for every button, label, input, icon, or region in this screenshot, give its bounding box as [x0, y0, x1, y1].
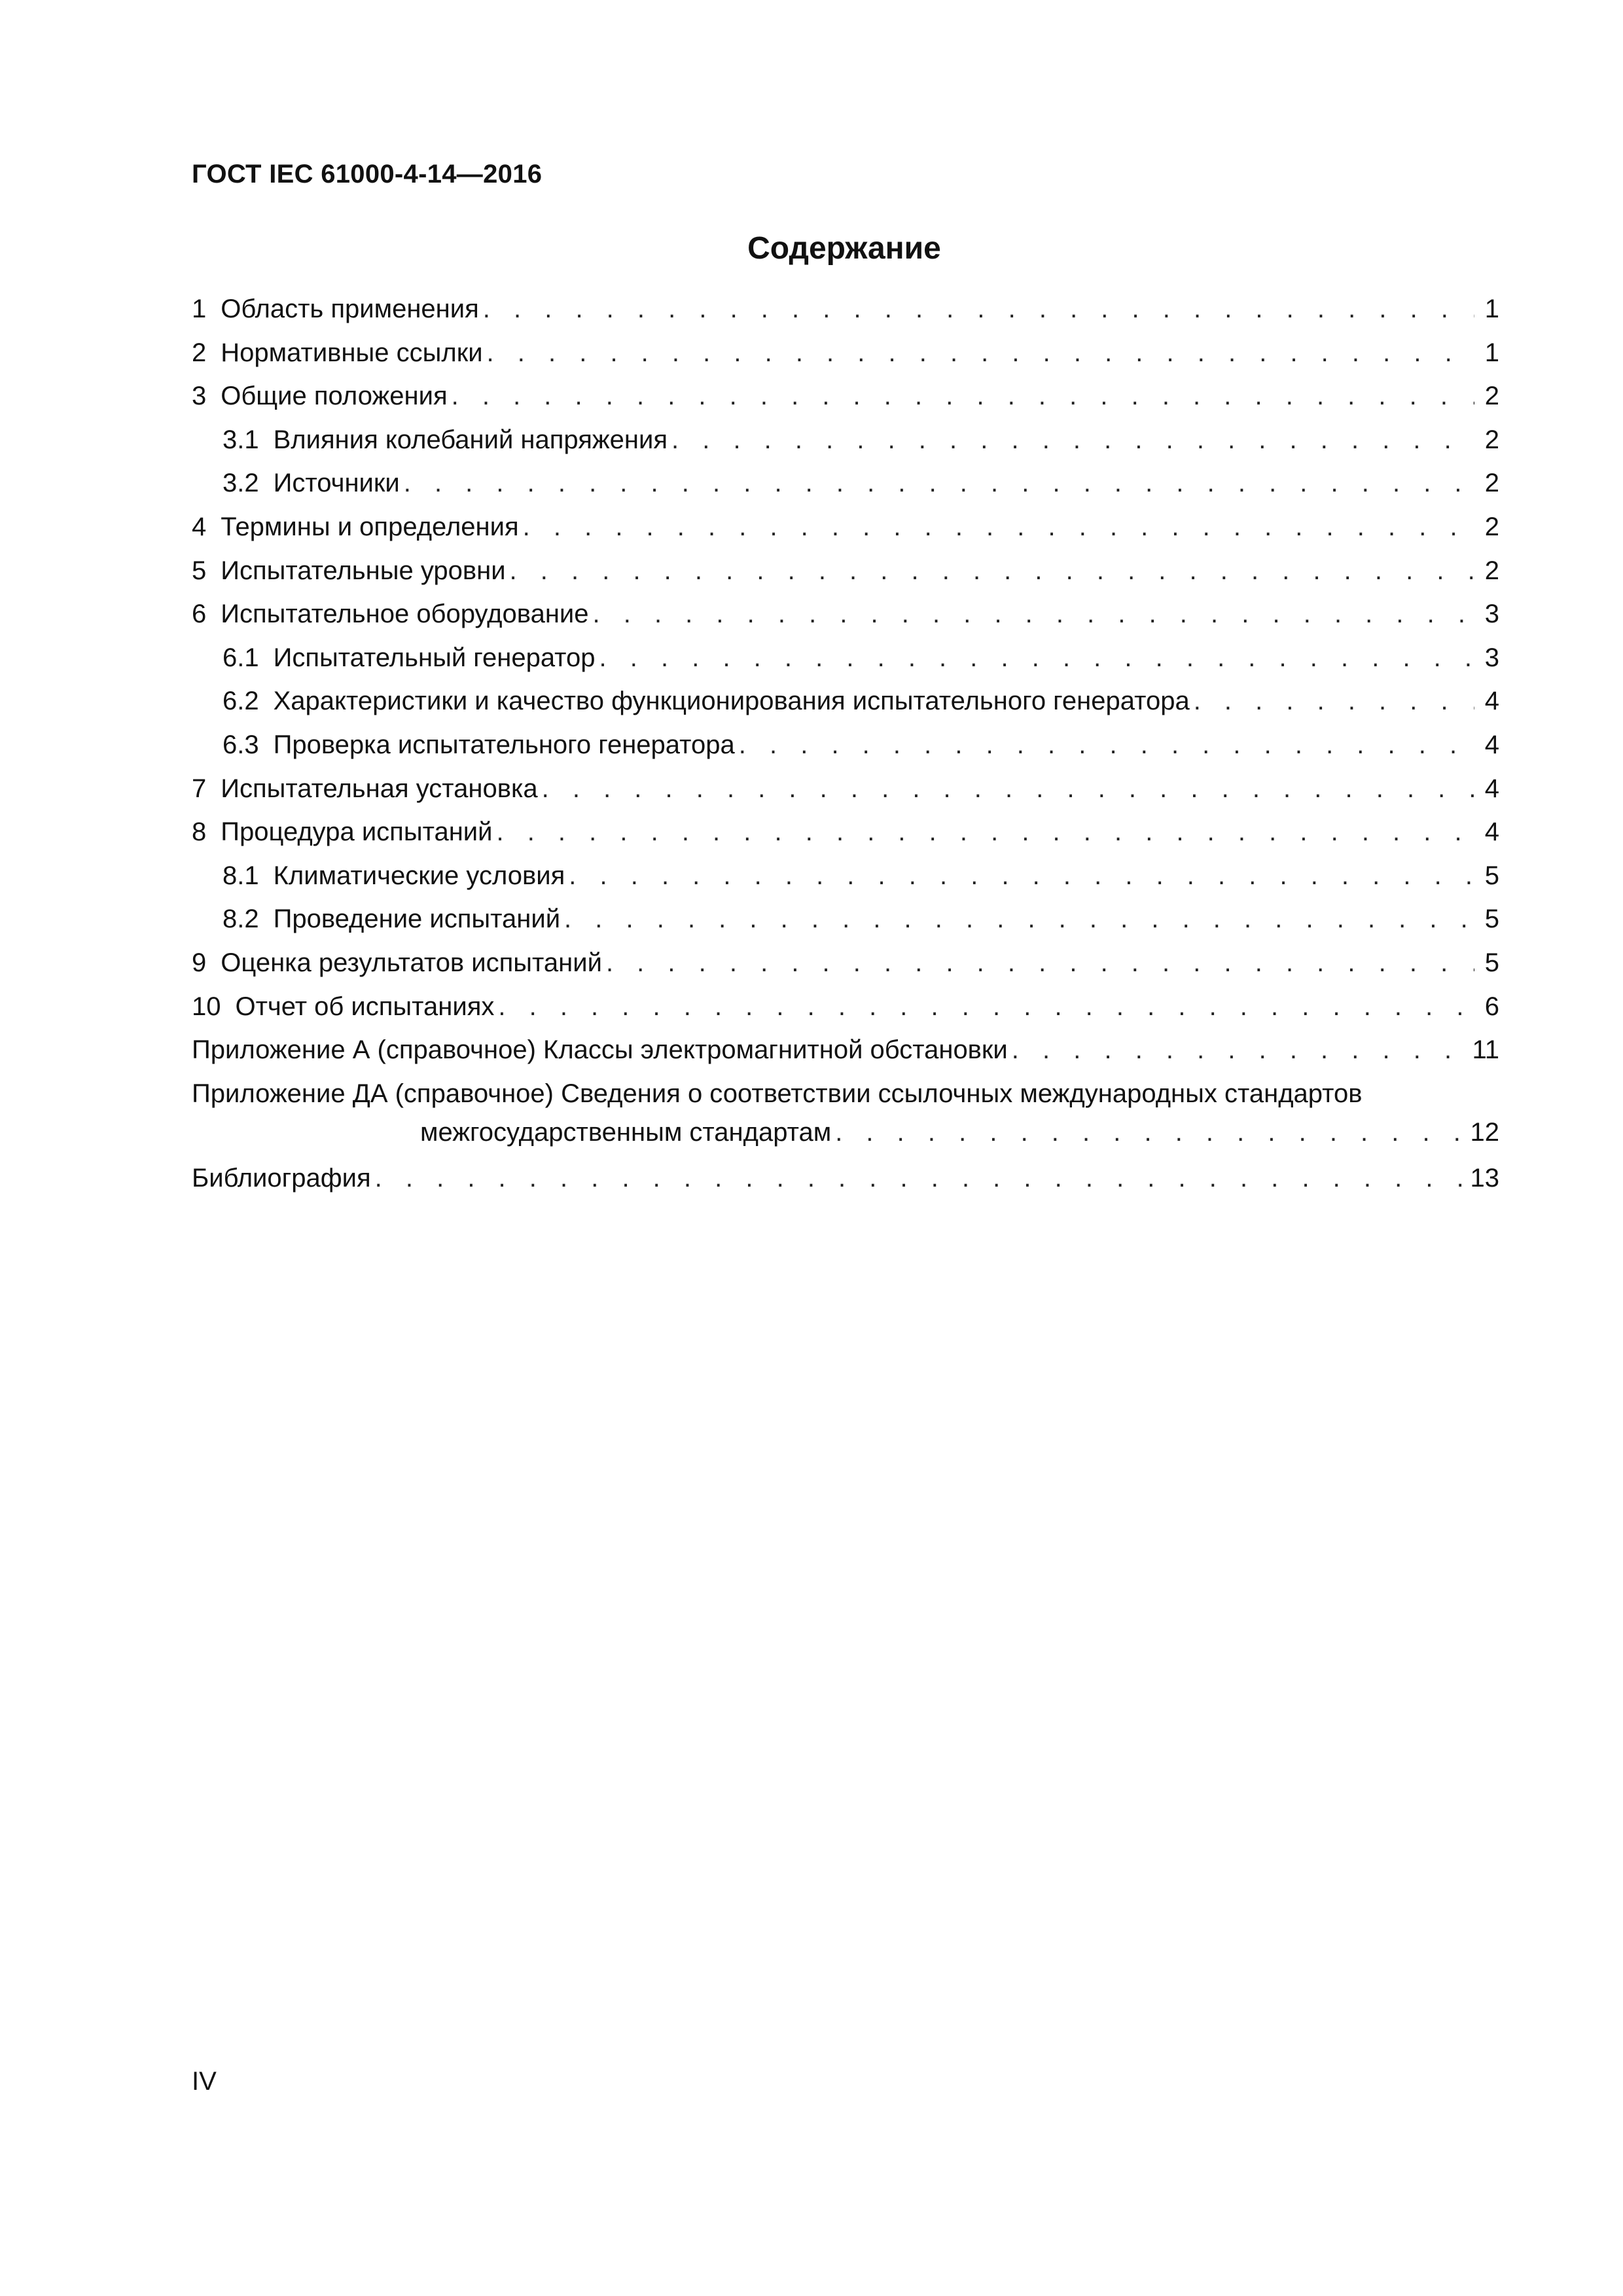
dot-leader [452, 382, 1474, 411]
toc-entry-label: Библиография [192, 1164, 371, 1193]
toc-entry-label: Общие положения [221, 382, 448, 411]
dot-leader [496, 817, 1474, 847]
dot-leader [569, 861, 1474, 891]
toc-entry-number: 2 [192, 338, 207, 367]
dot-leader [606, 948, 1474, 978]
dot-leader [498, 992, 1474, 1022]
toc-entry[interactable] [192, 382, 1499, 425]
toc-entry-page: 2 [1484, 512, 1499, 541]
toc-entry-number: 3.1 [223, 425, 259, 454]
toc-entry-page: 4 [1484, 687, 1499, 716]
toc-entry-page: 5 [1484, 948, 1499, 977]
toc-entry-page: 4 [1484, 817, 1499, 847]
dot-leader [510, 556, 1474, 586]
toc-entry-number: 7 [192, 774, 207, 803]
dot-leader [739, 730, 1474, 760]
toc-entry[interactable] [192, 600, 1499, 643]
toc-entry-label: Испытательная установка [221, 774, 538, 803]
toc-entry-page: 5 [1484, 905, 1499, 934]
toc-entry[interactable] [192, 295, 1499, 338]
toc-entry-label: Испытательный генератор [273, 643, 596, 672]
toc-entry-number: 3.2 [223, 469, 259, 498]
toc-entry-number: 6.2 [223, 687, 259, 716]
toc-entry-page: 4 [1484, 730, 1499, 759]
toc-entry-page: 3 [1484, 600, 1499, 629]
toc-entry[interactable] [192, 992, 1499, 1036]
toc-entry-number: 6.1 [223, 643, 259, 672]
dot-leader [1012, 1035, 1466, 1065]
toc-entry-number: 8.2 [223, 905, 259, 934]
toc-entry[interactable] [192, 817, 1499, 861]
toc-entry-page: 3 [1484, 643, 1499, 672]
toc-entry[interactable] [192, 861, 1499, 905]
dot-leader [375, 1164, 1464, 1193]
toc-entry-page: 4 [1484, 774, 1499, 803]
toc-entry[interactable] [192, 512, 1499, 556]
toc-entry-number: 1 [192, 295, 207, 323]
toc-entry-label: Процедура испытаний [221, 817, 493, 847]
toc-entry-label: Испытательное оборудование [221, 600, 589, 629]
toc-entry[interactable] [192, 469, 1499, 512]
toc-entry-annex[interactable] [192, 1079, 1499, 1162]
toc-entry-label: Отчет об испытаниях [235, 992, 495, 1021]
toc-entry-bibliography[interactable] [192, 1164, 1499, 1208]
toc-entry[interactable] [192, 338, 1499, 382]
toc-entry-label: Климатические условия [273, 861, 565, 890]
toc-entry-page: 6 [1484, 992, 1499, 1021]
toc-entry-number: 6.3 [223, 730, 259, 759]
toc-entry-page: 1 [1484, 295, 1499, 323]
toc-entry-label: Приложение А (справочное) Классы электромагнитной обстановки [192, 1035, 1008, 1065]
dot-leader [835, 1118, 1463, 1147]
toc-entry-number: 10 [192, 992, 221, 1021]
toc-entry-number: 4 [192, 512, 207, 541]
toc-entry-number: 8.1 [223, 861, 259, 890]
toc-entry-page: 2 [1484, 382, 1499, 411]
dot-leader [671, 425, 1474, 455]
dot-leader [404, 469, 1474, 498]
toc-entry-label: Термины и определения [221, 512, 519, 541]
dot-leader [599, 643, 1474, 673]
toc-entry-number: 8 [192, 817, 207, 847]
toc-entry[interactable] [192, 687, 1499, 730]
toc-entry-number: 3 [192, 382, 207, 411]
dot-leader [483, 295, 1474, 324]
toc-entry[interactable] [192, 425, 1499, 469]
toc-entry[interactable] [192, 774, 1499, 818]
toc-entry-label: Проведение испытаний [273, 905, 561, 934]
toc-entry-label: Влияния колебаний напряжения [273, 425, 668, 454]
toc-entry[interactable] [192, 905, 1499, 948]
toc-entry-page: 5 [1484, 861, 1499, 890]
toc-entry-label-continued: межгосударственным стандартам [420, 1117, 832, 1147]
toc-entry-page: 13 [1470, 1164, 1499, 1193]
toc-entry-number: 5 [192, 556, 207, 585]
toc-entry-label: Характеристики и качество функционирования испытательного генератора [273, 687, 1190, 716]
toc-entry-label: Испытательные уровни [221, 556, 506, 585]
toc-entry-page: 1 [1484, 338, 1499, 367]
toc-entry-number: 9 [192, 948, 207, 977]
toc-entry-page: 2 [1484, 469, 1499, 498]
toc-entry[interactable] [192, 643, 1499, 687]
dot-leader [542, 774, 1474, 804]
toc-entry[interactable] [192, 556, 1499, 600]
dot-leader [1194, 687, 1474, 716]
toc-entry-number: 6 [192, 600, 207, 629]
toc-entry-page: 11 [1472, 1035, 1499, 1065]
toc-entry-label: Проверка испытательного генератора [273, 730, 735, 759]
table-of-contents [192, 295, 1499, 1208]
toc-entry-page: 2 [1484, 556, 1499, 585]
toc-entry-label: Оценка результатов испытаний [221, 948, 602, 977]
dot-leader [593, 600, 1475, 629]
toc-entry-page: 2 [1484, 425, 1499, 454]
toc-entry-label: Источники [273, 469, 400, 498]
toc-entry-annex[interactable] [192, 1035, 1499, 1079]
toc-entry-label: Приложение ДА (справочное) Сведения о соответствии ссылочных международных стандартов [192, 1079, 1363, 1108]
toc-title: Содержание [747, 231, 941, 266]
toc-entry-page: 12 [1470, 1117, 1499, 1147]
document-code: ГОСТ IEC 61000-4-14—2016 [192, 160, 543, 188]
dot-leader [564, 905, 1474, 934]
page-number: IV [192, 2067, 217, 2096]
dot-leader [487, 338, 1474, 368]
toc-entry[interactable] [192, 730, 1499, 774]
toc-entry-label: Нормативные ссылки [221, 338, 483, 367]
dot-leader [523, 512, 1474, 542]
toc-entry[interactable] [192, 948, 1499, 992]
toc-entry-label: Область применения [221, 295, 479, 323]
